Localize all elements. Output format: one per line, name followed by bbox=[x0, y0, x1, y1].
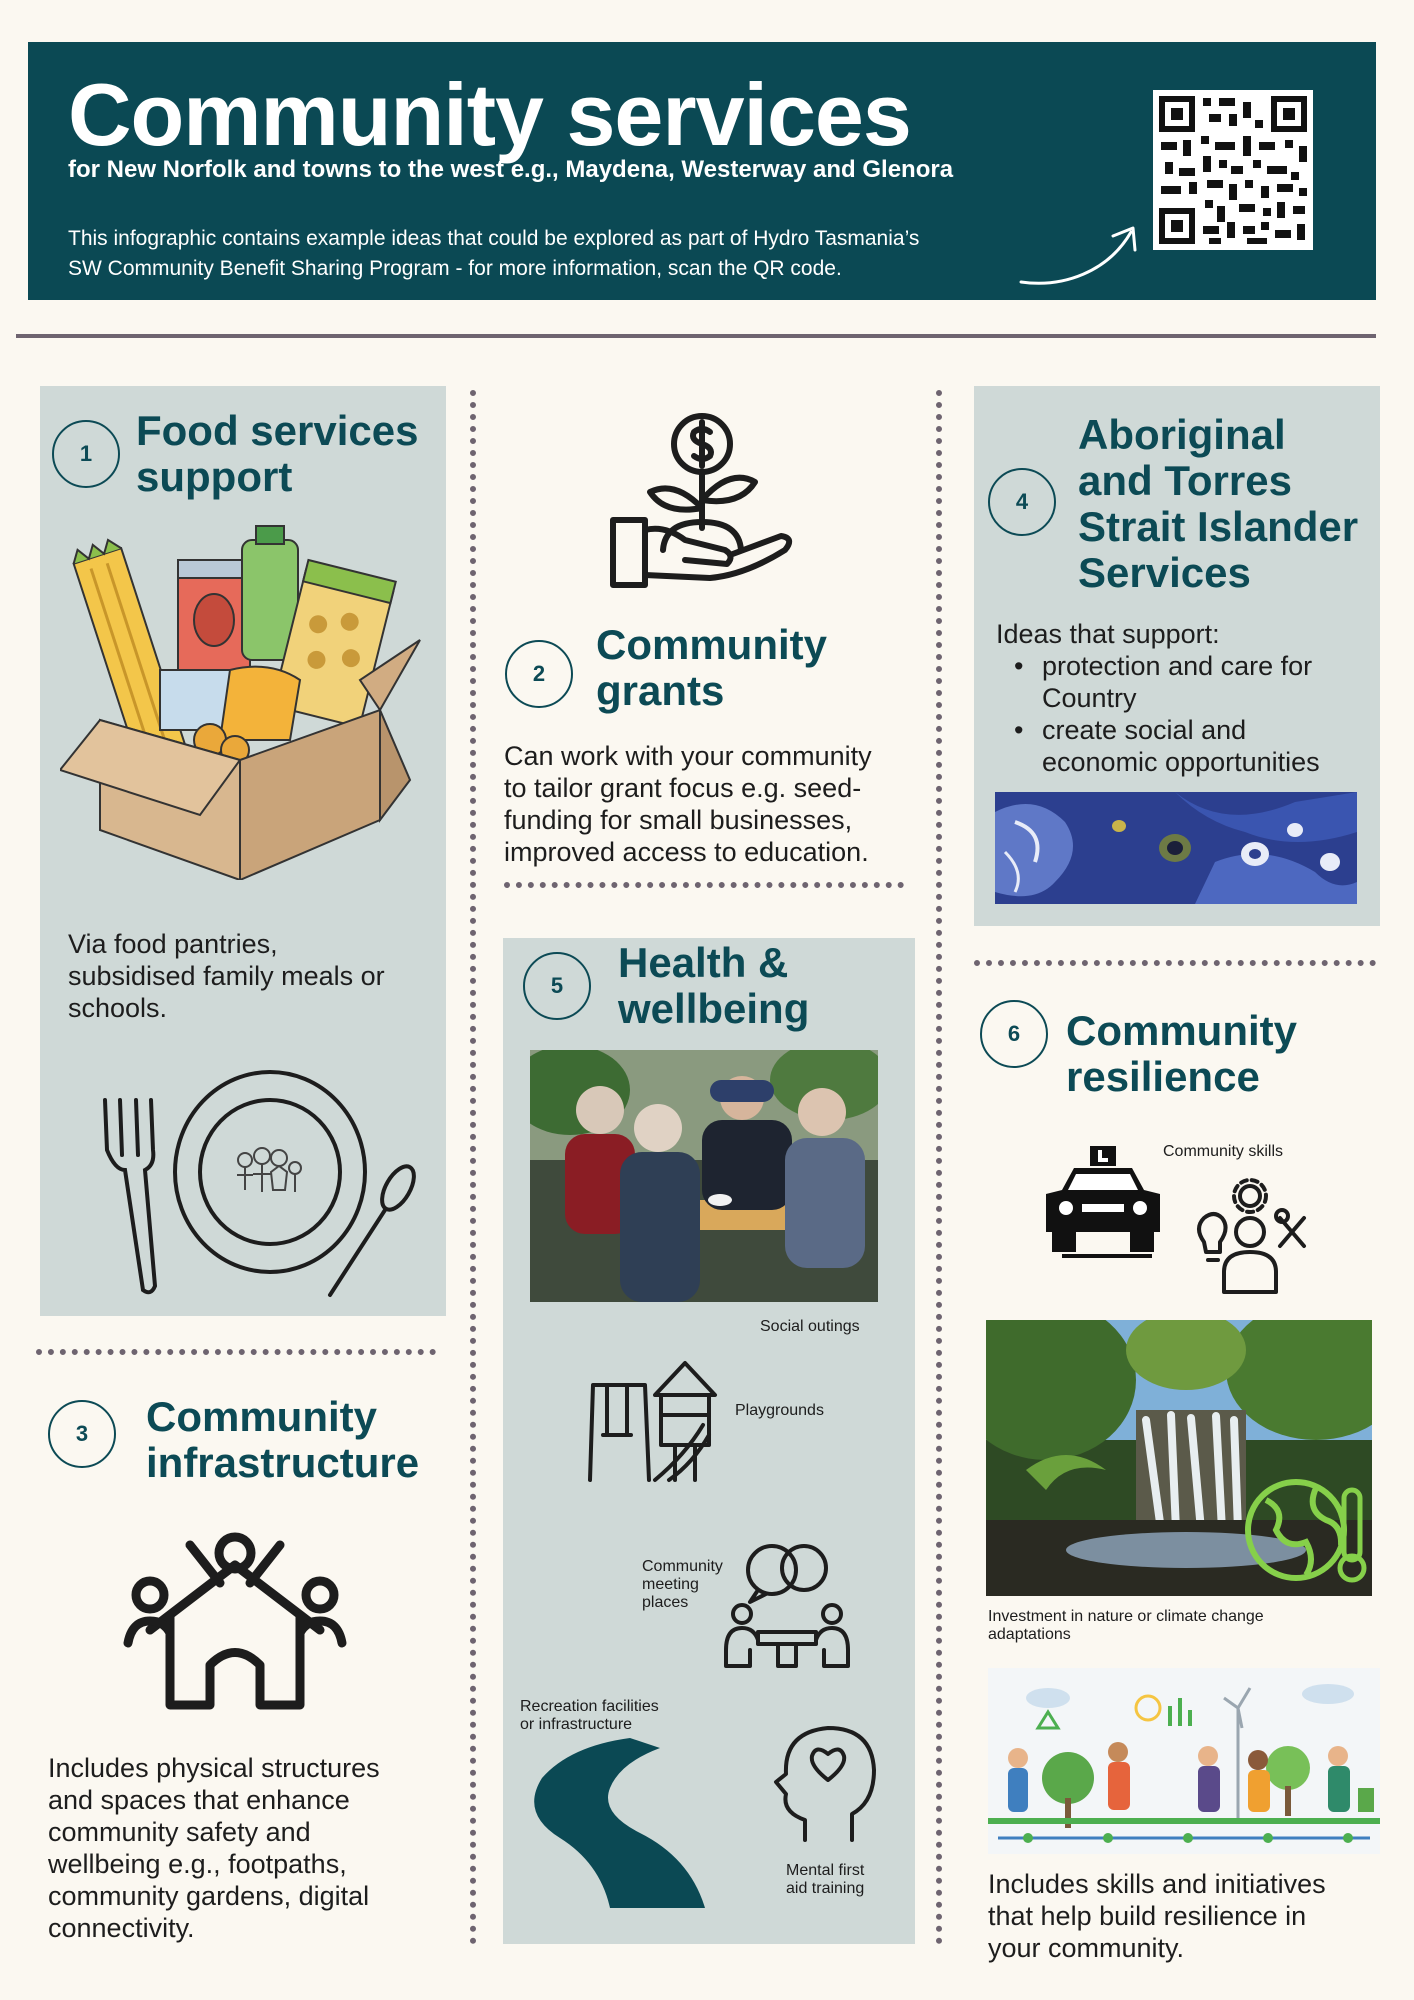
waterfall-photo bbox=[986, 1320, 1372, 1596]
divider-dots bbox=[36, 1349, 436, 1355]
path-icon bbox=[520, 1738, 710, 1908]
section-number-4: 4 bbox=[988, 468, 1056, 536]
community-house-icon bbox=[120, 1525, 350, 1715]
meeting-place-icon bbox=[720, 1540, 855, 1670]
section-number-2: 2 bbox=[505, 640, 573, 708]
money-plant-hand-icon bbox=[605, 410, 795, 590]
health-title: Health & wellbeing bbox=[618, 939, 810, 1032]
food-services-title: Food services support bbox=[136, 407, 419, 500]
infrastructure-text: Includes physical structures and spaces that enhance community safety and wellbeing e.g., footpaths, community gardens, digital connectivity. bbox=[48, 1753, 380, 1943]
divider-dots bbox=[974, 960, 1376, 966]
caption-playgrounds: Playgrounds bbox=[735, 1402, 824, 1419]
caption-nature-climate: Investment in nature or climate change adaptations bbox=[988, 1608, 1264, 1643]
food-services-text: Via food pantries, subsidised family meals or schools. bbox=[68, 929, 385, 1023]
resilience-text: Includes skills and initiatives that help build resilience in your community. bbox=[988, 1869, 1326, 1963]
list-item: • create social and economic opportunities bbox=[996, 714, 1376, 778]
aboriginal-services-title: Aboriginal and Torres Strait Islander Services bbox=[1078, 411, 1359, 596]
aboriginal-services-text: Ideas that support: • protection and care for Country • create social and economic opportunities bbox=[996, 618, 1376, 778]
aboriginal-art-image bbox=[995, 792, 1357, 904]
plate-cutlery-icon bbox=[95, 1060, 425, 1300]
header-divider bbox=[16, 334, 1376, 338]
divider-dots-vertical bbox=[470, 390, 476, 1945]
infrastructure-title: Community infrastructure bbox=[146, 1393, 420, 1486]
section-number-3: 3 bbox=[48, 1400, 116, 1468]
grants-title: Community grants bbox=[596, 621, 827, 714]
playground-icon bbox=[585, 1355, 725, 1485]
section-number-6: 6 bbox=[980, 1000, 1048, 1068]
page-title: Community services bbox=[68, 65, 911, 164]
caption-mental-first-aid: Mental first aid training bbox=[786, 1862, 865, 1897]
community-skills-icon bbox=[1192, 1176, 1312, 1294]
qr-code[interactable] bbox=[1153, 90, 1313, 250]
section-number-1: 1 bbox=[52, 420, 120, 488]
caption-community-skills: Community skills bbox=[1163, 1143, 1284, 1160]
divider-dots-vertical bbox=[936, 390, 942, 1945]
community-sustainability-illustration bbox=[988, 1668, 1380, 1854]
section-number-5: 5 bbox=[523, 952, 591, 1020]
mental-health-head-icon bbox=[770, 1722, 880, 1842]
resilience-title: Community resilience bbox=[1066, 1007, 1297, 1100]
food-box-icon bbox=[60, 520, 430, 880]
qr-code-icon bbox=[1153, 90, 1313, 250]
caption-recreation: Recreation facilities or infrastructure bbox=[520, 1698, 659, 1733]
header-banner bbox=[28, 42, 1376, 300]
page-subtitle: for New Norfolk and towns to the west e.g., Maydena, Westerway and Glenora bbox=[68, 156, 954, 183]
grants-text: Can work with your community to tailor grant focus e.g. seed- funding for small businesses, improved access to education. bbox=[504, 741, 872, 867]
intro-text: This infographic contains example ideas that could be explored as part of Hydro Tasmania’s SW Community Benefit Sharing Program - for more information, scan the QR code. bbox=[68, 227, 920, 280]
ideas-list bbox=[996, 650, 1376, 778]
caption-meeting-places: Community meeting places bbox=[642, 1558, 723, 1611]
list-item: • protection and care for Country bbox=[996, 650, 1376, 714]
arrow-icon bbox=[1013, 220, 1163, 290]
divider-dots bbox=[504, 882, 904, 888]
social-outings-photo bbox=[530, 1050, 878, 1302]
driving-school-car-icon bbox=[1040, 1140, 1166, 1266]
caption-social-outings: Social outings bbox=[760, 1318, 860, 1335]
